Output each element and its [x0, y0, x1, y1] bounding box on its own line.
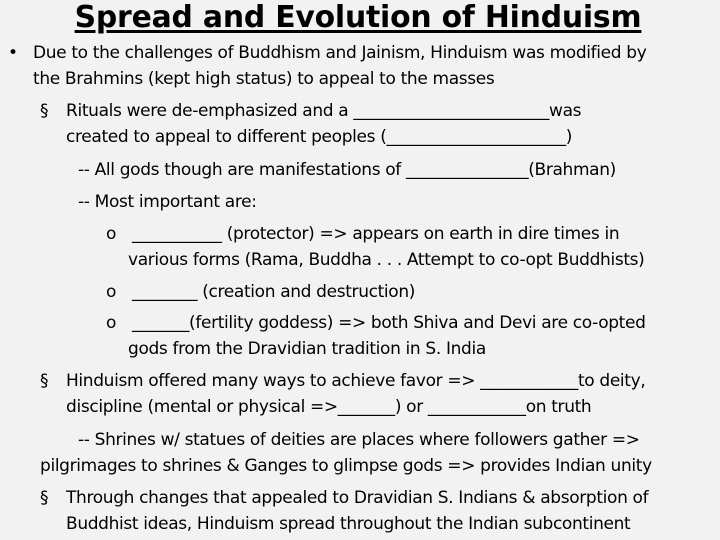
- text-line-15: pilgrimages to shrines & Ganges to glimpse gods => provides Indian unity: [40, 456, 652, 476]
- text-line-10: _______(fertility goddess) => both Shiva and Devi are co-opted: [132, 313, 646, 333]
- text-line-7: ___________ (protector) => appears on earth in dire times in: [132, 224, 620, 244]
- text-line-4: created to appeal to different peoples (______________________): [66, 127, 573, 147]
- text-line-14: -- Shrines w/ statues of deities are places where followers gather =>: [78, 430, 640, 450]
- text-line-5: -- All gods though are manifestations of _______________(Brahman): [78, 160, 616, 180]
- text-line-16: Through changes that appealed to Dravidian S. Indians & absorption of: [66, 488, 649, 508]
- text-line-3: Rituals were de-emphasized and a ________________________was: [66, 101, 582, 121]
- bullet-marker: •: [8, 43, 19, 63]
- slide-title: Spread and Evolution of Hinduism: [74, 0, 642, 35]
- text-line-2: the Brahmins (kept high status) to appeal to the masses: [33, 69, 495, 89]
- text-line-12: Hinduism offered many ways to achieve favor => ____________to deity,: [66, 371, 646, 391]
- square-bullet-marker: §: [40, 488, 49, 508]
- square-bullet-marker: §: [40, 371, 49, 391]
- text-line-1: Due to the challenges of Buddhism and Jainism, Hinduism was modified by: [33, 43, 647, 63]
- text-line-13: discipline (mental or physical =>_______) or ____________on truth: [66, 397, 592, 417]
- text-line-11: gods from the Dravidian tradition in S. India: [128, 339, 486, 359]
- text-line-6: -- Most important are:: [78, 192, 257, 212]
- text-line-9: ________ (creation and destruction): [132, 282, 416, 302]
- square-bullet-marker: §: [40, 101, 49, 121]
- text-line-8: various forms (Rama, Buddha . . . Attempt to co-opt Buddhists): [128, 250, 645, 270]
- text-line-17: Buddhist ideas, Hinduism spread throughout the Indian subcontinent: [66, 514, 631, 534]
- circle-bullet-marker: o: [106, 313, 117, 333]
- circle-bullet-marker: o: [106, 282, 117, 302]
- circle-bullet-marker: o: [106, 224, 117, 244]
